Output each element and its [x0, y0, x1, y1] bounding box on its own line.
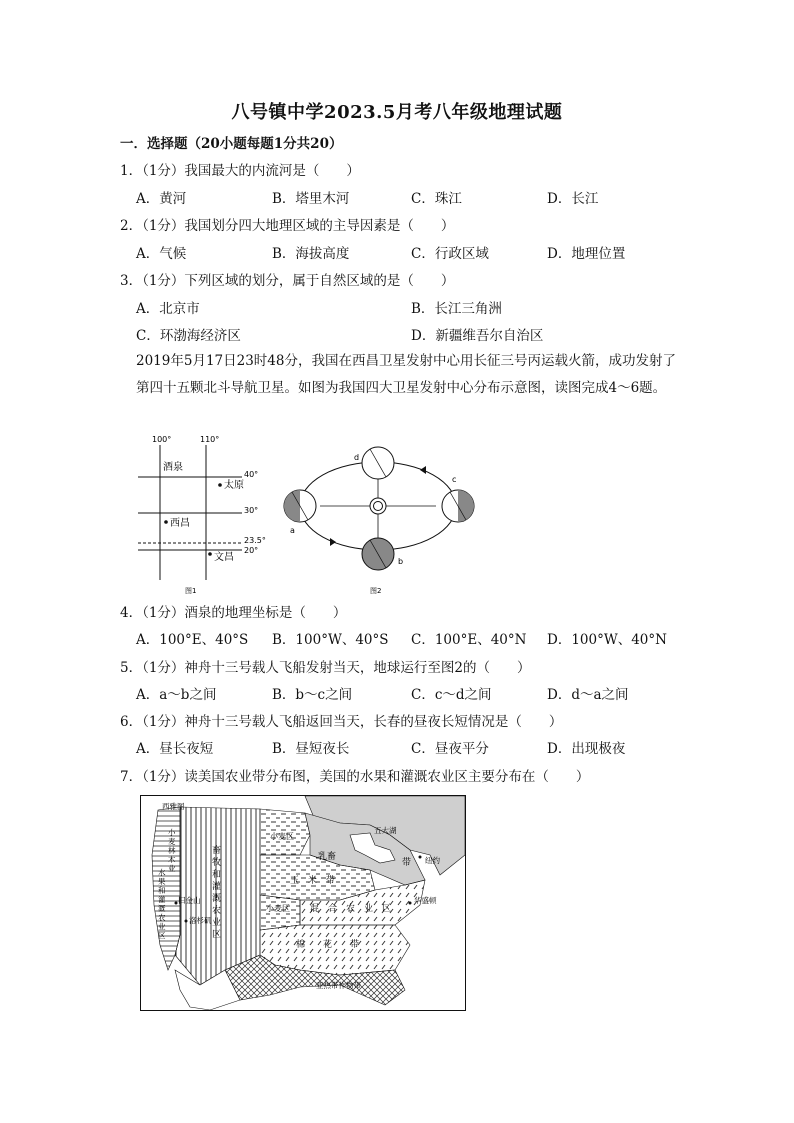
label-graze-char: 灌 — [212, 882, 222, 892]
label-fruit-char: 果 — [158, 877, 166, 886]
label-la: 洛杉矶 — [189, 916, 212, 925]
orbit-arrow-top-icon — [420, 466, 426, 474]
label-great-lakes: 五大湖 — [374, 826, 397, 835]
question-5-stem: 5．（1分）神舟十三号载人飞船发射当天，地球运行至图2的（ ） — [120, 660, 531, 676]
section-heading: 一．选择题（20小题每题1分共20） — [120, 136, 343, 152]
label-fruit-char: 和 — [158, 886, 166, 895]
label-seattle: 西雅图 — [162, 802, 185, 811]
place-jiuquan: 酒泉 — [163, 462, 183, 473]
q2-option-b[interactable]: B．海拔高度 — [272, 246, 350, 262]
earth-b-icon — [362, 538, 394, 570]
label-graze-char: 溉 — [212, 894, 222, 904]
lon-label-100: 100° — [152, 435, 172, 444]
q3-option-d[interactable]: D．新疆维吾尔自治区 — [411, 328, 544, 344]
lat-label-30: 30° — [244, 506, 259, 515]
figures-1-2 — [130, 430, 500, 600]
label-graze-char: 和 — [212, 870, 222, 880]
label-newyork: 纽约 — [425, 856, 440, 865]
q3-option-c[interactable]: C．环渤海经济区 — [136, 328, 241, 344]
lat-label-23-5: 23.5° — [244, 536, 266, 545]
question-1-stem: 1．（1分）我国最大的内流河是（ ） — [120, 163, 360, 179]
label-fruit-char: 业 — [158, 922, 166, 931]
q1-option-d[interactable]: D．长江 — [547, 191, 599, 207]
label-forest-char: 业 — [168, 864, 176, 873]
q3-option-a[interactable]: A．北京市 — [136, 301, 200, 317]
label-fruit-char: 区 — [158, 931, 166, 940]
dot-xichang — [164, 520, 168, 524]
question-6-stem: 6．（1分）神舟十三号载人飞船返回当天，长春的昼夜长短情况是（ ） — [120, 714, 563, 730]
q4-option-a[interactable]: A．100°E、40°S — [136, 632, 249, 648]
question-2-stem: 2．（1分）我国划分四大地理区域的主导因素是（ ） — [120, 218, 455, 234]
label-cotton: 棉 花 带 — [296, 940, 360, 950]
label-fruit-group — [158, 867, 166, 940]
lon-label-110: 110° — [200, 435, 220, 444]
earth-c-icon — [442, 490, 474, 522]
sun-core-icon — [374, 502, 383, 511]
dot-washington — [409, 902, 412, 905]
dot-la — [185, 920, 188, 923]
label-graze-char: 牧 — [212, 858, 222, 868]
q6-option-a[interactable]: A．昼长夜短 — [136, 741, 214, 757]
dot-taiyuan — [218, 483, 222, 487]
orbit-arrow-bottom-icon — [330, 538, 336, 546]
q2-option-a[interactable]: A．气候 — [136, 246, 187, 262]
question-4-stem: 4．（1分）酒泉的地理坐标是（ ） — [120, 605, 347, 621]
label-mixed: 混 合 农 业 区 — [310, 904, 392, 914]
q1-option-b[interactable]: B．塔里木河 — [272, 191, 350, 207]
place-xichang: 西昌 — [170, 518, 190, 529]
q2-option-d[interactable]: D．地理位置 — [547, 246, 626, 262]
label-graze-char: 业 — [212, 918, 222, 928]
earth-a-icon — [284, 490, 316, 522]
label-a: a — [290, 526, 295, 535]
label-wheat-north: 小麦区 — [270, 832, 294, 841]
label-forest-char: 林 — [168, 846, 176, 855]
label-wheat-mid: 小麦区 — [266, 904, 290, 913]
earth-d-icon — [362, 447, 394, 479]
page-title: 八号镇中学2023.5月考八年级地理试题 — [231, 102, 563, 123]
label-c: c — [452, 475, 457, 484]
label-corn: 玉 米 带 — [290, 876, 336, 886]
label-sf: 旧金山 — [178, 896, 201, 905]
q1-option-a[interactable]: A．黄河 — [136, 191, 187, 207]
dot-newyork — [419, 856, 422, 859]
question-3-stem: 3．（1分）下列区域的划分，属于自然区域的是（ ） — [120, 273, 455, 289]
lat-label-20: 20° — [244, 546, 259, 555]
q4-option-c[interactable]: C．100°E、40°N — [411, 632, 527, 648]
fig1-caption: 图1 — [185, 587, 197, 595]
label-washington: 华盛顿 — [414, 896, 437, 905]
label-fruit-char: 灌 — [158, 895, 166, 904]
label-graze-char: 农 — [212, 906, 222, 916]
question-7-stem: 7．（1分）读美国农业带分布图，美国的水果和灌溉农业区主要分布在（ ） — [120, 769, 590, 785]
label-b: b — [398, 557, 404, 566]
q5-option-a[interactable]: A．a～b之间 — [136, 687, 217, 703]
q4-option-b[interactable]: B．100°W、40°S — [272, 632, 389, 648]
label-subtropical: 亚热带作物带 — [316, 981, 361, 990]
reading-passage: 2019年5月17日23时48分，我国在西昌卫星发射中心用长征三号丙运载火箭，成功发射了第四十五颗北斗导航卫星。如图为我国四大卫星发射中心分布示意图，读图完成4～6题。 — [136, 353, 676, 396]
place-taiyuan: 太原 — [224, 480, 244, 491]
dot-wenchang — [208, 552, 212, 556]
label-fruit-char: 溉 — [158, 904, 166, 913]
label-forest-char: 木 — [168, 855, 176, 864]
q4-option-d[interactable]: D．100°W、40°N — [547, 632, 667, 648]
q2-option-c[interactable]: C．行政区域 — [411, 246, 489, 262]
label-dairy: 乳畜 — [318, 852, 337, 862]
label-graze-char: 畜 — [212, 846, 222, 856]
fig2-caption: 图2 — [370, 587, 382, 595]
q3-option-b[interactable]: B．长江三角洲 — [411, 301, 502, 317]
q1-option-c[interactable]: C．珠江 — [411, 191, 462, 207]
label-d: d — [354, 453, 360, 462]
lat-label-40: 40° — [244, 470, 259, 479]
label-dairy-tail: 带 — [402, 858, 412, 868]
label-fruit-char: 农 — [158, 913, 166, 922]
label-forest-char: 麦 — [168, 837, 176, 846]
q6-option-d[interactable]: D．出现极夜 — [547, 741, 626, 757]
q5-option-c[interactable]: C．c～d之间 — [411, 687, 492, 703]
label-forest-char: 小 — [168, 828, 176, 837]
q6-option-b[interactable]: B．昼短夜长 — [272, 741, 350, 757]
q6-option-c[interactable]: C．昼夜平分 — [411, 741, 489, 757]
place-wenchang: 文昌 — [214, 552, 234, 563]
label-fruit-char: 水 — [158, 868, 166, 877]
q5-option-d[interactable]: D．d～a之间 — [547, 687, 629, 703]
label-forest-group — [168, 827, 176, 873]
us-agriculture-map — [140, 795, 466, 1011]
q5-option-b[interactable]: B．b～c之间 — [272, 687, 353, 703]
label-graze-char: 区 — [212, 930, 222, 940]
